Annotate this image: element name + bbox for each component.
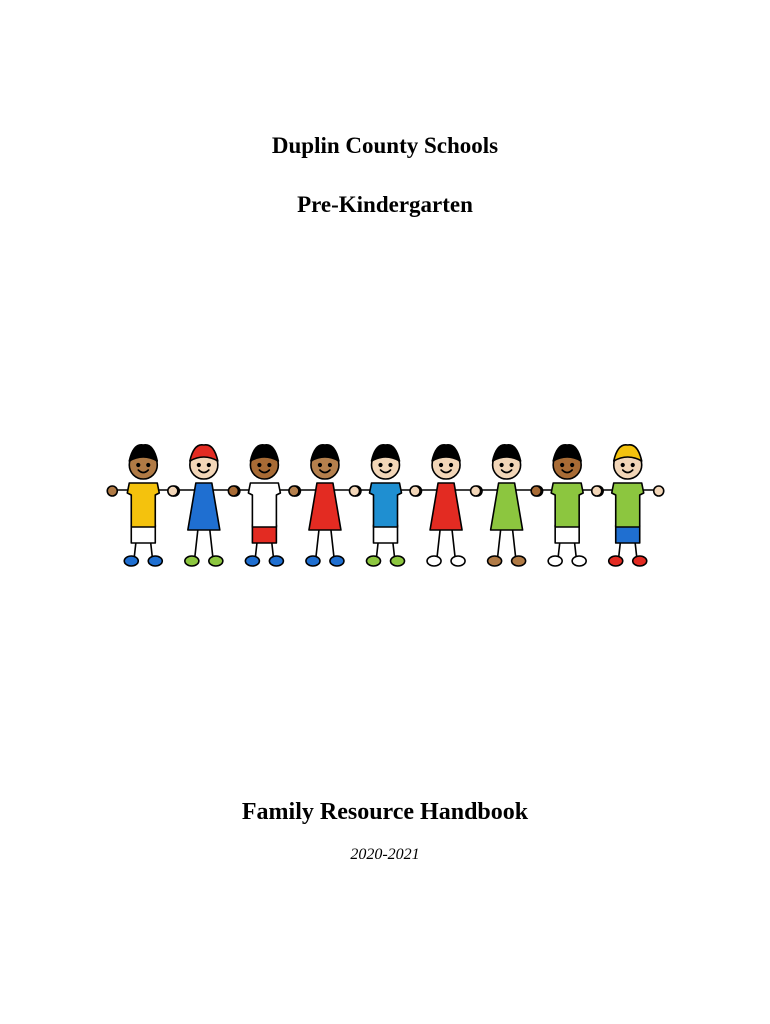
program-name-heading: Pre-Kindergarten xyxy=(297,192,473,217)
handbook-title-heading: Family Resource Handbook xyxy=(241,799,529,825)
child-figure-1 xyxy=(107,445,179,566)
child-figure-2 xyxy=(168,445,240,566)
child-figure-5 xyxy=(350,445,422,566)
school-year-label: 2020-2021 xyxy=(350,846,420,863)
child-figure-3 xyxy=(228,445,300,566)
children-holding-hands-icon xyxy=(113,435,658,580)
child-figure-8 xyxy=(531,445,603,566)
child-figure-9 xyxy=(592,445,664,566)
child-figure-6 xyxy=(410,445,482,566)
school-name-heading: Duplin County Schools xyxy=(271,133,499,158)
child-figure-4 xyxy=(289,445,361,566)
child-figure-7 xyxy=(471,445,543,566)
